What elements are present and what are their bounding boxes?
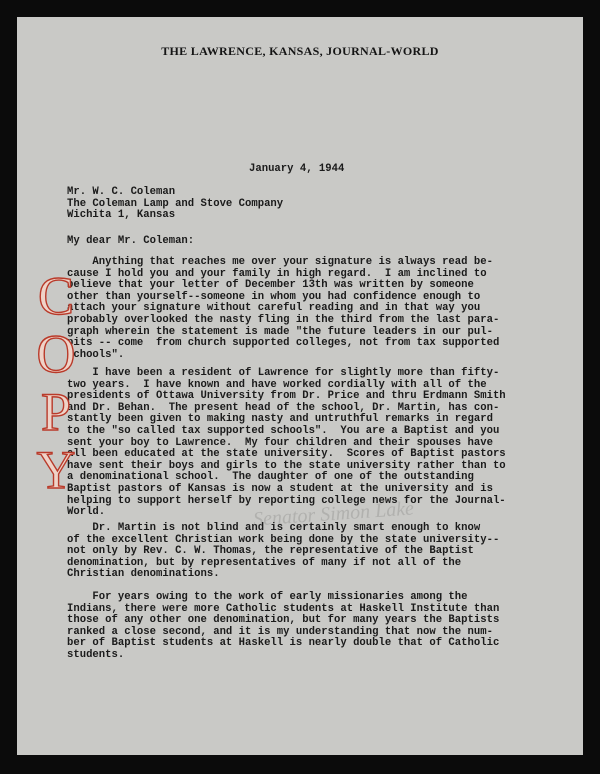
recipient-line-3: Wichita 1, Kansas [67,209,176,222]
paragraph-line: cause I hold you and your family in high regard. I am inclined to [67,267,487,280]
paragraph-line: two years. I have known and have worked cordially with all of the [67,378,487,391]
letterhead: THE LAWRENCE, KANSAS, JOURNAL-WORLD [161,44,439,58]
paragraph-line: Dr. Martin is not blind and is certainly smart enough to know [67,522,481,534]
paragraph-line: helping to support herself by reporting college news for the Journal- [67,494,506,507]
paragraph-line: those of any other one denomination, but for many years the Baptists [67,614,500,627]
paragraph-line: sent your boy to Lawrence. My four children and their spouses have [67,436,493,449]
paragraph-line: and Dr. Behan. The present head of the school, Dr. Martin, has con- [67,401,500,414]
paragraph-line: not only by Rev. C. W. Thomas, the representative of the Baptist [67,545,474,558]
copy-letter-y: Y [36,440,76,500]
copy-letter-p: P [40,382,72,442]
paragraph-line: believe that your letter of December 13th was written by someone [67,279,474,292]
paragraph-4 [67,592,499,662]
paragraph-line: Christian denominations. [67,568,220,581]
salutation: My dear Mr. Coleman: [67,235,195,247]
paragraph-line: I have been a resident of Lawrence for slightly more than fifty- [67,367,500,379]
paragraph-line: other than yourself--someone in whom you had confidence enough to [67,290,481,303]
paragraph-line: For years owing to the work of early missionaries among the [67,591,468,603]
paragraph-line: Indians, there were more Catholic students at Haskell Institute than [67,602,500,615]
paragraph-line: to the "so called tax supported schools". You are a Baptist and you [67,424,500,437]
paragraph-line: schools". [67,348,125,361]
copy-stamp [36,267,76,499]
copy-letter-c: C [37,266,75,326]
paragraph-line: have sent their boys and girls to the state university rather than to [67,459,506,472]
paragraph-line: attach your signature without careful reading and in that way you [67,302,481,315]
paragraph-2 [67,368,506,519]
paragraph-line: graph wherein the statement is made "the future leaders in our pul- [67,325,493,338]
paragraph-line: of the excellent Christian work being done by the state university-- [67,533,500,546]
letter-page [17,17,583,755]
recipient-line-1: Mr. W. C. Coleman [67,186,176,198]
paragraph-line: denomination, but by representatives of many if not all of the [67,556,462,569]
paragraph-line: a denominational school. The daughter of one of the outstanding [67,471,474,484]
paragraph-line: ranked a close second, and it is my understanding that now the num- [67,625,493,638]
paragraph-3 [67,523,499,581]
paragraph-line: presidents of Ottawa University from Dr. Price and thru Erdmann Smith [67,390,506,403]
paragraph-line: World. [67,506,106,519]
paragraph-line: ber of Baptist students at Haskell is nearly double that of Catholic [67,637,500,650]
paragraph-line: pits -- come from church supported colleges, not from tax supported [67,337,500,350]
faint-watermark: Senator Simon Lake [252,497,415,531]
paragraph-line: students. [67,648,125,661]
paragraph-line: probably overlooked the nasty fling in the third from the last para- [67,313,500,326]
paragraph-line: stantly been given to making nasty and untruthful remarks in regard [67,413,493,426]
paragraph-line: all been educated at the state university. Scores of Baptist pastors [67,448,506,461]
paragraph-line: Baptist pastors of Kansas is now a student at the university and is [67,482,493,495]
recipient-address [67,187,283,222]
paragraph-1 [67,257,499,361]
letter-date: January 4, 1944 [249,163,345,175]
recipient-line-2: The Coleman Lamp and Stove Company [67,197,284,210]
copy-letter-o: O [36,324,76,384]
paragraph-line: Anything that reaches me over your signature is always read be- [67,256,493,268]
